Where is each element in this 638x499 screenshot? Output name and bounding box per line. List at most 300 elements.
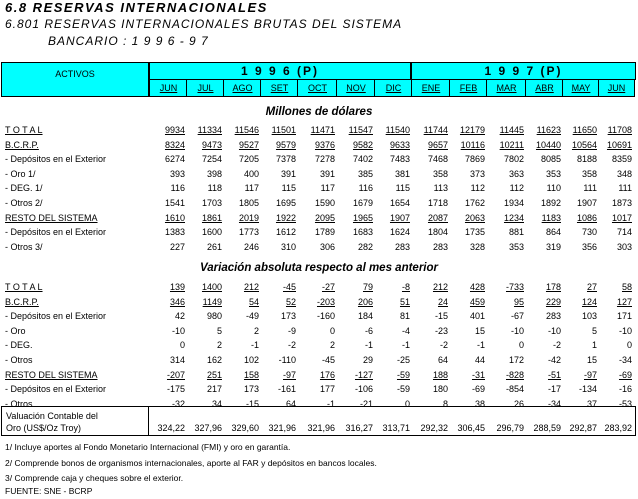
valuation-cell: 292,87	[569, 423, 597, 433]
month-label: ENE	[421, 83, 441, 93]
table-cell: 0	[404, 398, 410, 409]
table-cell: 37	[586, 398, 597, 409]
table-cell: 0	[179, 340, 185, 351]
table-cell: -15	[434, 311, 448, 322]
table-cell: 1612	[275, 227, 296, 238]
table-cell: 111	[583, 183, 597, 194]
row-label: B.C.R.P.	[5, 139, 39, 150]
table-cell: 401	[469, 311, 485, 322]
table-cell: 103	[581, 311, 597, 322]
table-cell: 1541	[164, 198, 185, 208]
table-cell: 353	[545, 168, 561, 179]
table-cell: -2	[552, 340, 561, 351]
table-cell: -6	[364, 325, 373, 336]
table-cell: 1683	[352, 227, 373, 238]
table-cell: 27	[586, 282, 597, 292]
table-cell: 178	[545, 282, 561, 292]
table-cell: 206	[357, 296, 373, 307]
table-cell: -59	[396, 369, 410, 380]
table-cell: 124	[581, 296, 597, 307]
table-cell: 7402	[352, 154, 373, 165]
table-cell: 1934	[503, 198, 524, 208]
table-cell: -69	[618, 369, 632, 380]
table-cell: 180	[432, 384, 448, 395]
table-cell: 306	[319, 241, 335, 252]
table-cell: -854	[505, 384, 524, 395]
table-cell: 1922	[275, 212, 296, 223]
note-2: 2/ Comprende bonos de organismos internacionales, aporte al FAR y depósitos en bancos locales.	[5, 458, 377, 468]
table-row	[0, 370, 638, 382]
table-cell: 283	[545, 311, 561, 322]
table-cell: 373	[469, 168, 485, 179]
table-cell: -32	[171, 398, 185, 409]
table-cell: -4	[401, 325, 410, 336]
table-cell: 1789	[314, 227, 335, 238]
table-cell: -16	[618, 384, 632, 395]
table-cell: 110	[546, 183, 561, 194]
table-cell: 980	[206, 311, 222, 322]
table-row	[0, 282, 638, 294]
table-cell: 1907	[389, 212, 410, 223]
table-cell: 38	[474, 398, 485, 409]
table-cell: 117	[320, 183, 335, 194]
table-cell: 10691	[606, 139, 632, 150]
table-cell: 5	[591, 325, 597, 336]
table-cell: 229	[545, 296, 561, 307]
table-cell: 34	[211, 398, 222, 409]
year-1996-header: 1 9 9 6 (P)	[149, 62, 411, 80]
table-cell: -69	[471, 384, 485, 395]
row-label: RESTO DEL SISTEMA	[5, 369, 98, 380]
month-header	[260, 79, 299, 97]
table-cell: 7278	[314, 154, 335, 165]
table-row	[0, 297, 638, 309]
table-cell: 7378	[275, 154, 296, 165]
table-cell: 127	[616, 296, 632, 307]
table-cell: 282	[357, 241, 373, 252]
table-cell: 7254	[201, 154, 222, 165]
table-cell: 1017	[611, 212, 632, 223]
table-cell: 358	[581, 168, 597, 179]
row-label: - Otros	[5, 355, 33, 365]
table-cell: -1	[250, 340, 259, 351]
table-row	[0, 198, 638, 210]
table-cell: -134	[578, 384, 597, 395]
table-cell: 58	[621, 282, 632, 292]
table-cell: -45	[321, 355, 335, 365]
table-cell: 1183	[541, 212, 561, 223]
table-cell: 102	[243, 355, 259, 365]
row-label: - DEG.	[5, 340, 33, 351]
row-label: - Depósitos en el Exterior	[5, 227, 107, 238]
table-cell: 2095	[314, 212, 335, 223]
table-cell: 9376	[314, 139, 335, 150]
valuation-cell: 283,92	[604, 423, 632, 433]
table-cell: 246	[243, 241, 259, 252]
table-cell: 714	[616, 227, 632, 238]
table-cell: 1773	[238, 227, 259, 238]
table-cell: 116	[358, 183, 373, 194]
table-cell: 52	[285, 296, 296, 307]
month-label: JUN	[159, 83, 178, 93]
table-cell: 184	[357, 311, 373, 322]
table-cell: -97	[583, 369, 597, 380]
table-cell: 1600	[201, 227, 222, 238]
table-cell: 6274	[164, 154, 185, 165]
valuation-cell: 313,71	[382, 423, 410, 433]
month-label: AGO	[232, 83, 253, 93]
table-cell: 11445	[499, 125, 524, 135]
table-cell: 113	[433, 183, 448, 194]
table-cell: 42	[174, 311, 185, 322]
table-cell: 79	[362, 282, 373, 292]
table-cell: -10	[510, 325, 524, 336]
table-cell: 8324	[164, 139, 185, 150]
table-cell: 7869	[464, 154, 485, 165]
table-cell: 391	[280, 168, 296, 179]
month-header	[186, 79, 225, 97]
table-cell: 353	[508, 241, 524, 252]
activos-header: ACTIVOS	[1, 62, 149, 97]
table-cell: 356	[581, 241, 597, 252]
table-cell: 177	[319, 384, 335, 395]
table-cell: 95	[513, 296, 524, 307]
table-cell: -67	[510, 311, 524, 322]
table-cell: 44	[474, 355, 485, 365]
table-cell: 117	[244, 183, 259, 194]
table-cell: -53	[618, 398, 632, 409]
table-row	[0, 213, 638, 225]
table-row	[0, 340, 638, 352]
month-label: MAR	[496, 83, 517, 93]
table-subtitle: BANCARIO : 1 9 9 6 - 9 7	[48, 34, 209, 48]
table-cell: -1	[476, 340, 485, 351]
table-cell: 5	[216, 325, 222, 336]
month-header	[411, 79, 451, 97]
table-cell: 26	[513, 398, 524, 409]
table-cell: -10	[618, 325, 632, 336]
table-cell: 1762	[464, 198, 485, 208]
table-cell: 0	[518, 340, 524, 351]
table-cell: -1	[364, 340, 373, 351]
row-label: - Oro	[5, 325, 26, 336]
table-cell: 1695	[275, 198, 296, 208]
table-cell: 112	[470, 183, 485, 194]
valuation-cell: 321,96	[268, 423, 296, 433]
table-cell: -1	[401, 340, 410, 351]
table-cell: 346	[169, 296, 185, 307]
table-cell: 173	[280, 311, 296, 322]
table-cell: 118	[207, 183, 222, 194]
table-cell: 8359	[611, 154, 632, 165]
table-title: 6.801 RESERVAS INTERNACIONALES BRUTAS DEL SISTEMA	[5, 17, 403, 31]
table-cell: 1234	[503, 212, 524, 223]
table-cell: 2063	[464, 212, 485, 223]
table-row	[0, 183, 638, 195]
page-title: 6.8 RESERVAS INTERNACIONALES	[5, 0, 268, 15]
table-cell: 261	[206, 241, 222, 252]
table-cell: 11650	[572, 125, 597, 135]
table-cell: 173	[243, 384, 259, 395]
valuation-cell: 324,22	[157, 423, 185, 433]
table-cell: -34	[618, 355, 632, 365]
table-cell: 2	[253, 325, 259, 336]
month-header	[149, 79, 188, 97]
table-cell: 188	[432, 369, 448, 380]
table-cell: -828	[505, 369, 524, 380]
table-cell: 459	[469, 296, 485, 307]
table-cell: 12179	[459, 125, 485, 135]
table-cell: -25	[396, 355, 410, 365]
table-cell: 398	[206, 168, 222, 179]
table-cell: 9934	[164, 125, 185, 135]
table-cell: 9657	[427, 139, 448, 150]
row-label: - Otros 2/	[5, 198, 43, 208]
table-cell: -15	[245, 398, 259, 409]
table-cell: -110	[278, 355, 296, 365]
table-cell: -207	[166, 369, 185, 380]
table-cell: -203	[316, 296, 335, 307]
row-label: - Oro 1/	[5, 168, 36, 179]
table-cell: 363	[508, 168, 524, 179]
table-cell: 10564	[571, 139, 597, 150]
table-cell: 11744	[423, 125, 448, 135]
table-cell: 283	[394, 241, 410, 252]
month-header	[525, 79, 564, 97]
table-cell: -8	[401, 282, 410, 292]
table-cell: 8188	[576, 154, 597, 165]
table-cell: 9473	[201, 139, 222, 150]
table-cell: 15	[474, 325, 485, 336]
table-cell: 1873	[611, 198, 632, 208]
valuation-cell: 292,32	[420, 423, 448, 433]
table-cell: 310	[280, 241, 296, 252]
note-1: 1/ Incluye aportes al Fondo Monetario Internacional (FMI) y oro en garantía.	[5, 442, 291, 452]
table-cell: 115	[395, 183, 410, 194]
section-millions: Millones de dólares	[265, 106, 373, 118]
row-label: T O T A L	[5, 125, 43, 135]
table-cell: 8	[442, 398, 448, 409]
valuation-row	[1, 406, 636, 436]
row-label: - Depósitos en el Exterior	[5, 154, 107, 165]
table-cell: 1965	[352, 212, 373, 223]
month-label: SET	[270, 83, 289, 93]
table-cell: 1907	[576, 198, 597, 208]
table-cell: 1804	[427, 227, 448, 238]
table-cell: 1	[591, 340, 597, 351]
table-cell: 9527	[238, 139, 259, 150]
table-cell: 139	[169, 282, 185, 292]
table-cell: -51	[547, 369, 561, 380]
table-cell: 64	[437, 355, 448, 365]
table-row	[0, 227, 638, 239]
table-cell: 111	[618, 183, 632, 194]
table-cell: 7205	[238, 154, 259, 165]
valuation-cell: 306,45	[457, 423, 485, 433]
table-cell: -97	[282, 369, 296, 380]
table-cell: 1624	[389, 227, 410, 238]
table-cell: 2019	[238, 212, 259, 223]
table-cell: 11708	[607, 125, 632, 135]
table-cell: 227	[169, 241, 185, 252]
month-label: FEB	[459, 83, 478, 93]
row-label: T O T A L	[5, 282, 43, 292]
table-row	[0, 154, 638, 166]
row-label: - Depósitos en el Exterior	[5, 311, 107, 322]
table-cell: 1861	[201, 212, 222, 223]
table-cell: -31	[471, 369, 485, 380]
table-cell: -175	[166, 384, 185, 395]
table-cell: 212	[243, 282, 259, 292]
table-cell: 1892	[540, 198, 561, 208]
section-variation: Variación absoluta respecto al mes anterior	[200, 262, 438, 274]
table-cell: 0	[626, 340, 632, 351]
table-cell: 11501	[271, 125, 296, 135]
table-cell: -27	[321, 282, 335, 292]
row-label: RESTO DEL SISTEMA	[5, 212, 98, 223]
table-row	[0, 311, 638, 323]
table-cell: -17	[547, 384, 561, 395]
table-cell: 1735	[464, 227, 485, 238]
month-header	[374, 79, 413, 97]
table-cell: 864	[545, 227, 561, 238]
table-cell: 1805	[238, 198, 259, 208]
month-label: JUL	[197, 83, 214, 93]
table-cell: 11623	[536, 125, 561, 135]
table-cell: -34	[547, 398, 561, 409]
table-cell: 303	[616, 241, 632, 252]
month-header	[449, 79, 488, 97]
valuation-label-1: Valuación Contable del	[6, 411, 98, 421]
table-row	[0, 169, 638, 181]
table-cell: 1149	[202, 296, 222, 307]
table-cell: -10	[171, 325, 185, 336]
table-cell: -1	[326, 398, 335, 409]
note-3: 3/ Comprende caja y cheques sobre el exterior.	[5, 473, 184, 483]
row-label: - DEG. 1/	[5, 183, 43, 194]
year-1997-header: 1 9 9 7 (P)	[411, 62, 636, 80]
table-cell: 2	[216, 340, 222, 351]
month-label: NOV	[346, 83, 366, 93]
table-cell: -42	[547, 355, 561, 365]
valuation-cell: 288,59	[533, 423, 561, 433]
row-label: - Otros	[5, 398, 33, 409]
table-cell: 115	[281, 183, 296, 194]
table-cell: 1590	[314, 198, 335, 208]
table-cell: 10211	[499, 139, 524, 150]
table-cell: 212	[432, 282, 448, 292]
month-header	[486, 79, 527, 97]
table-cell: 29	[362, 355, 373, 365]
table-cell: 217	[206, 384, 222, 395]
table-cell: 1679	[352, 198, 373, 208]
table-cell: 11334	[197, 125, 222, 135]
table-cell: 400	[243, 168, 259, 179]
table-row	[0, 326, 638, 338]
table-cell: -59	[396, 384, 410, 395]
table-cell: -45	[282, 282, 296, 292]
table-cell: -10	[547, 325, 561, 336]
table-cell: 428	[469, 282, 485, 292]
table-row	[0, 125, 638, 137]
table-header	[1, 62, 636, 97]
table-cell: 7802	[503, 154, 524, 165]
table-cell: 64	[285, 398, 296, 409]
table-cell: -23	[434, 325, 448, 336]
table-cell: 8085	[540, 154, 561, 165]
valuation-cell: 321,96	[307, 423, 335, 433]
month-header	[223, 79, 262, 97]
table-cell: 11540	[385, 125, 410, 135]
table-cell: 2	[329, 340, 335, 351]
table-row	[0, 355, 638, 367]
table-cell: 1610	[164, 212, 185, 223]
month-label: MAY	[571, 83, 591, 93]
table-cell: 9579	[275, 139, 296, 150]
table-cell: 15	[586, 355, 597, 365]
table-cell: 2087	[427, 212, 448, 223]
table-row	[0, 140, 638, 152]
table-cell: 251	[206, 369, 222, 380]
table-cell: -106	[354, 384, 373, 395]
table-cell: 176	[319, 369, 335, 380]
table-cell: 314	[169, 355, 185, 365]
valuation-cell: 316,27	[345, 423, 373, 433]
table-cell: 1086	[576, 212, 597, 223]
table-cell: 11546	[234, 125, 259, 135]
row-label: - Depósitos en el Exterior	[5, 384, 107, 395]
table-cell: 1383	[164, 227, 185, 238]
table-cell: 730	[581, 227, 597, 238]
table-cell: 348	[616, 168, 632, 179]
table-cell: -2	[439, 340, 448, 351]
table-cell: -21	[359, 398, 373, 409]
table-cell: 81	[399, 311, 410, 322]
table-cell: -127	[354, 369, 373, 380]
table-cell: 54	[248, 296, 259, 307]
table-cell: -2	[287, 340, 296, 351]
table-cell: 158	[243, 369, 259, 380]
table-cell: 10440	[535, 139, 561, 150]
table-cell: 385	[357, 168, 373, 179]
row-label: - Otros 3/	[5, 241, 43, 252]
valuation-cell: 296,79	[496, 423, 524, 433]
table-cell: 1718	[427, 198, 448, 208]
table-cell: 172	[508, 355, 524, 365]
month-label: JUN	[607, 83, 626, 93]
table-cell: 1703	[201, 198, 222, 208]
table-cell: 393	[169, 168, 185, 179]
table-cell: -49	[245, 311, 259, 322]
table-cell: 391	[319, 168, 335, 179]
valuation-cell: 329,60	[231, 423, 259, 433]
table-cell: 358	[432, 168, 448, 179]
table-cell: 283	[432, 241, 448, 252]
source-note: FUENTE: SNE - BCRP	[5, 486, 93, 496]
table-cell: 162	[206, 355, 222, 365]
table-cell: 51	[399, 296, 410, 307]
row-label: B.C.R.P.	[5, 296, 39, 307]
table-cell: 9633	[389, 139, 410, 150]
table-cell: 11471	[310, 125, 335, 135]
table-cell: 112	[509, 183, 524, 194]
month-label: OCT	[308, 83, 327, 93]
table-cell: 24	[437, 296, 448, 307]
table-cell: 171	[616, 311, 632, 322]
month-header	[297, 79, 338, 97]
table-cell: 7483	[389, 154, 410, 165]
valuation-label-2: Oro (US$/Oz Troy)	[6, 423, 82, 433]
